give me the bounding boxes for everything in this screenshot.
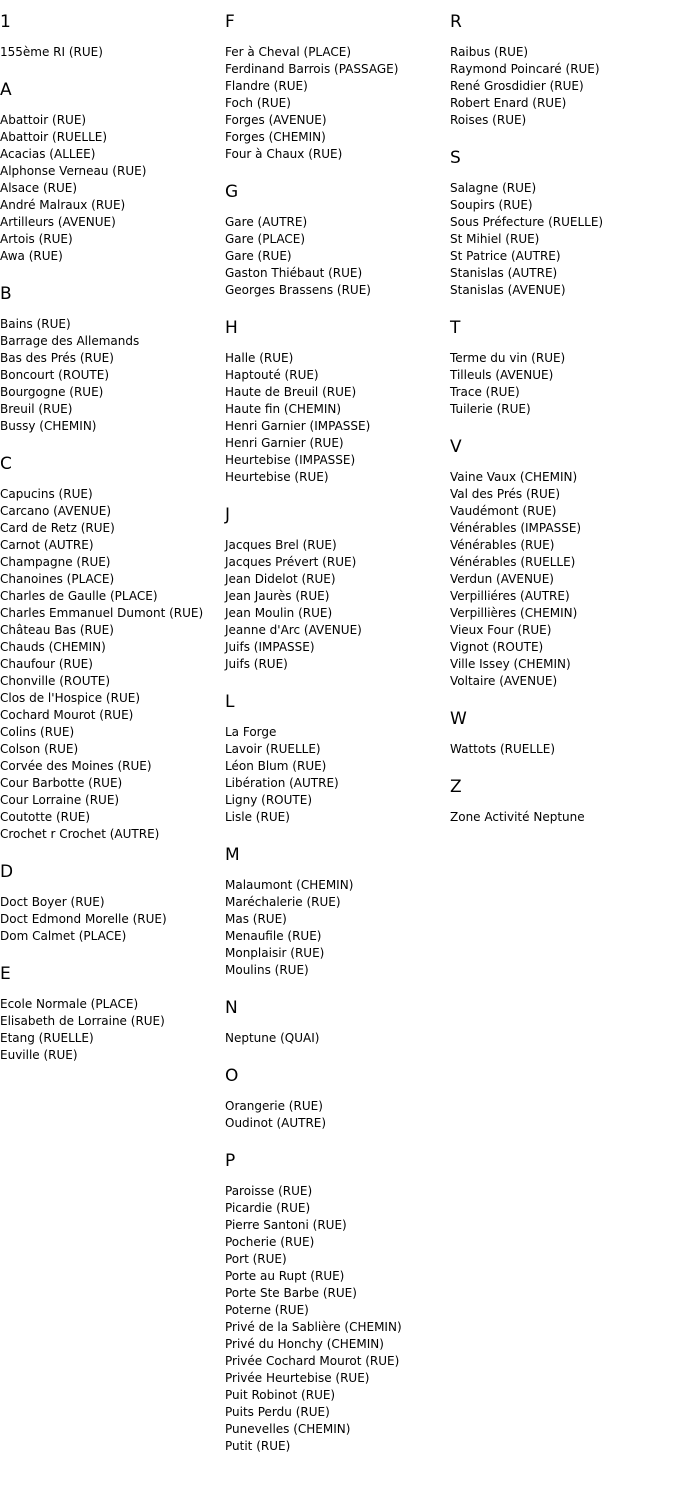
street-link[interactable]: Porte au Rupt (RUE)	[225, 1269, 345, 1283]
letter-heading: W	[450, 709, 467, 729]
street-link[interactable]: Jeanne d'Arc (AVENUE)	[225, 623, 362, 637]
street-link[interactable]: Val des Prés (RUE)	[450, 487, 561, 501]
letter-group-c	[0, 454, 225, 843]
street-link[interactable]: Dom Calmet (PLACE)	[0, 929, 127, 943]
street-list	[225, 1183, 450, 1455]
street-link[interactable]: Coutotte (RUE)	[0, 810, 91, 824]
street-link[interactable]: Vaine Vaux (CHEMIN)	[450, 470, 578, 484]
letter-heading: G	[225, 182, 239, 202]
street-list	[450, 469, 675, 690]
letter-heading: S	[450, 148, 461, 168]
letter-heading: O	[225, 1066, 239, 1086]
street-link[interactable]: Abattoir (RUE)	[0, 113, 87, 127]
street-link[interactable]: Stanislas (AUTRE)	[450, 266, 558, 280]
street-link[interactable]: Chauds (CHEMIN)	[0, 640, 106, 654]
street-link[interactable]: Bains (RUE)	[0, 317, 71, 331]
letter-heading: L	[225, 692, 235, 712]
street-link[interactable]: Ferdinand Barrois (PASSAGE)	[225, 62, 399, 76]
street-link[interactable]: Cochard Mourot (RUE)	[0, 708, 134, 722]
street-link[interactable]: Henri Garnier (RUE)	[225, 436, 344, 450]
street-link[interactable]: Charles de Gaulle (PLACE)	[0, 589, 158, 603]
street-link[interactable]: Trace (RUE)	[450, 385, 520, 399]
letter-heading: C	[0, 454, 12, 474]
street-link[interactable]: Bourgogne (RUE)	[0, 385, 104, 399]
street-link[interactable]: Heurtebise (RUE)	[225, 470, 329, 484]
letter-group-r	[450, 12, 675, 129]
street-link[interactable]: Vénérables (RUELLE)	[450, 555, 576, 569]
street-link[interactable]: Porte Ste Barbe (RUE)	[225, 1286, 357, 1300]
letter-heading: Z	[450, 777, 462, 797]
street-link[interactable]: Gaston Thiébaut (RUE)	[225, 266, 363, 280]
street-link[interactable]: Maréchalerie (RUE)	[225, 895, 341, 909]
street-link[interactable]: André Malraux (RUE)	[0, 198, 126, 212]
street-list	[225, 44, 450, 163]
letter-group-m	[225, 845, 450, 979]
letter-group-w	[450, 709, 675, 758]
street-link[interactable]: Puit Robinot (RUE)	[225, 1388, 336, 1402]
letter-heading: 1	[0, 12, 11, 32]
street-link[interactable]: Port (RUE)	[225, 1252, 287, 1266]
street-list	[450, 44, 675, 129]
letter-group-o	[225, 1066, 450, 1132]
street-list	[0, 894, 225, 945]
street-link[interactable]: Colson (RUE)	[0, 742, 79, 756]
street-link[interactable]: Privé du Honchy (CHEMIN)	[225, 1337, 384, 1351]
street-list	[225, 537, 450, 673]
street-link[interactable]: Raymond Poincaré (RUE)	[450, 62, 600, 76]
street-link[interactable]: Euville (RUE)	[0, 1048, 78, 1062]
street-link[interactable]: La Forge	[225, 725, 277, 739]
street-list	[225, 724, 450, 826]
letter-group-h	[225, 318, 450, 486]
letter-heading: H	[225, 318, 238, 338]
street-link[interactable]: Clos de l'Hospice (RUE)	[0, 691, 140, 705]
street-link[interactable]: Awa (RUE)	[0, 249, 63, 263]
street-link[interactable]: Château Bas (RUE)	[0, 623, 114, 637]
street-link[interactable]: Jean Jaurès (RUE)	[225, 589, 330, 603]
street-list	[450, 741, 675, 758]
street-link[interactable]: Alsace (RUE)	[0, 181, 78, 195]
street-link[interactable]: Boncourt (ROUTE)	[0, 368, 110, 382]
street-index-column-3	[450, 0, 675, 845]
street-link[interactable]: Gare (PLACE)	[225, 232, 306, 246]
letter-heading: D	[0, 862, 14, 882]
street-link[interactable]: Puits Perdu (RUE)	[225, 1405, 330, 1419]
street-link[interactable]: Vieux Four (RUE)	[450, 623, 552, 637]
street-link[interactable]: Lavoir (RUELLE)	[225, 742, 321, 756]
street-link[interactable]: Haute fin (CHEMIN)	[225, 402, 342, 416]
street-link[interactable]: Forges (CHEMIN)	[225, 130, 326, 144]
street-link[interactable]: Verpilliéres (AUTRE)	[450, 589, 570, 603]
street-link[interactable]: Corvée des Moines (RUE)	[0, 759, 152, 773]
street-link[interactable]: Gare (RUE)	[225, 249, 292, 263]
street-link[interactable]: Breuil (RUE)	[0, 402, 73, 416]
street-link[interactable]: Cour Barbotte (RUE)	[0, 776, 123, 790]
street-link[interactable]: Ville Issey (CHEMIN)	[450, 657, 571, 671]
street-list	[0, 996, 225, 1064]
street-list	[0, 486, 225, 843]
street-link[interactable]: Jacques Brel (RUE)	[225, 538, 337, 552]
street-link[interactable]: Raibus (RUE)	[450, 45, 529, 59]
letter-heading: F	[225, 12, 235, 32]
street-link[interactable]: Verpillières (CHEMIN)	[450, 606, 578, 620]
letter-group-l	[225, 692, 450, 826]
street-list	[450, 180, 675, 299]
street-link[interactable]: Vénérables (IMPASSE)	[450, 521, 582, 535]
street-link[interactable]: Gare (AUTRE)	[225, 215, 308, 229]
street-list	[225, 350, 450, 486]
street-link[interactable]: Jacques Prévert (RUE)	[225, 555, 357, 569]
street-list	[0, 316, 225, 435]
street-link[interactable]: Menaufile (RUE)	[225, 929, 322, 943]
street-link[interactable]: Flandre (RUE)	[225, 79, 308, 93]
street-link[interactable]: Mas (RUE)	[225, 912, 287, 926]
street-link[interactable]: Vignot (ROUTE)	[450, 640, 544, 654]
street-list	[0, 44, 225, 61]
street-list	[450, 809, 675, 826]
street-link[interactable]: Punevelles (CHEMIN)	[225, 1422, 351, 1436]
street-index-column-1	[0, 0, 225, 1083]
street-link[interactable]: Privée Cochard Mourot (RUE)	[225, 1354, 400, 1368]
street-link[interactable]: Soupirs (RUE)	[450, 198, 533, 212]
street-link[interactable]: Verdun (AVENUE)	[450, 572, 554, 586]
street-link[interactable]: Voltaire (AVENUE)	[450, 674, 558, 688]
street-link[interactable]: Artilleurs (AVENUE)	[0, 215, 116, 229]
street-link[interactable]: Tilleuls (AVENUE)	[450, 368, 554, 382]
street-link[interactable]: Carnot (AUTRE)	[0, 538, 94, 552]
street-link[interactable]: René Grosdidier (RUE)	[450, 79, 584, 93]
street-link[interactable]: Lisle (RUE)	[225, 810, 290, 824]
street-link[interactable]: Cour Lorraine (RUE)	[0, 793, 120, 807]
street-link[interactable]: Vaudémont (RUE)	[450, 504, 557, 518]
street-link[interactable]: Henri Garnier (IMPASSE)	[225, 419, 371, 433]
street-link[interactable]: Ligny (ROUTE)	[225, 793, 312, 807]
street-link[interactable]: Haute de Breuil (RUE)	[225, 385, 357, 399]
street-link[interactable]: Chonville (ROUTE)	[0, 674, 111, 688]
letter-group-g	[225, 182, 450, 299]
letter-group-j	[225, 505, 450, 673]
street-link[interactable]: Monplaisir (RUE)	[225, 946, 325, 960]
street-list	[225, 1098, 450, 1132]
street-link[interactable]: Tuilerie (RUE)	[450, 402, 531, 416]
street-link[interactable]: Alphonse Verneau (RUE)	[0, 164, 147, 178]
letter-group-a	[0, 80, 225, 265]
street-link[interactable]: Charles Emmanuel Dumont (RUE)	[0, 606, 204, 620]
letter-heading: B	[0, 284, 12, 304]
letter-group-p	[225, 1151, 450, 1455]
street-link[interactable]: Bas des Prés (RUE)	[0, 351, 114, 365]
letter-group-f	[225, 12, 450, 163]
street-list	[450, 350, 675, 418]
letter-group-n	[225, 998, 450, 1047]
street-link[interactable]: Barrage des Allemands	[0, 334, 140, 348]
street-link[interactable]: Ecole Normale (PLACE)	[0, 997, 139, 1011]
street-link[interactable]: Wattots (RUELLE)	[450, 742, 555, 756]
street-link[interactable]: Roises (RUE)	[450, 113, 527, 127]
street-link[interactable]: Jean Didelot (RUE)	[225, 572, 336, 586]
street-link[interactable]: Privée Heurtebise (RUE)	[225, 1371, 370, 1385]
street-link[interactable]: Robert Enard (RUE)	[450, 96, 567, 110]
letter-heading: A	[0, 80, 12, 100]
street-link[interactable]: Carcano (AVENUE)	[0, 504, 112, 518]
street-index-column-2	[225, 0, 450, 1474]
street-link[interactable]: Sous Préfecture (RUELLE)	[450, 215, 604, 229]
street-link[interactable]: Libération (AUTRE)	[225, 776, 339, 790]
street-link[interactable]: Neptune (QUAI)	[225, 1031, 320, 1045]
letter-group-z	[450, 777, 675, 826]
street-link[interactable]: Crochet r Crochet (AUTRE)	[0, 827, 160, 841]
street-link[interactable]: Pocherie (RUE)	[225, 1235, 315, 1249]
letter-group-v	[450, 437, 675, 690]
letter-heading: R	[450, 12, 462, 32]
street-link[interactable]: Acacias (ALLEE)	[0, 147, 96, 161]
street-link[interactable]: Privé de la Sablière (CHEMIN)	[225, 1320, 402, 1334]
letter-heading: V	[450, 437, 462, 457]
street-link[interactable]: Poterne (RUE)	[225, 1303, 309, 1317]
street-link[interactable]: Bussy (CHEMIN)	[0, 419, 97, 433]
street-link[interactable]: Etang (RUELLE)	[0, 1031, 94, 1045]
street-link[interactable]: Doct Edmond Morelle (RUE)	[0, 912, 167, 926]
street-link[interactable]: Georges Brassens (RUE)	[225, 283, 371, 297]
street-link[interactable]: Pierre Santoni (RUE)	[225, 1218, 347, 1232]
letter-group-s	[450, 148, 675, 299]
street-link[interactable]: Capucins (RUE)	[0, 487, 93, 501]
street-link[interactable]: Heurtebise (IMPASSE)	[225, 453, 356, 467]
letter-heading: J	[225, 505, 231, 525]
street-link[interactable]: Foch (RUE)	[225, 96, 291, 110]
street-list	[225, 214, 450, 299]
street-link[interactable]: Doct Boyer (RUE)	[0, 895, 105, 909]
street-link[interactable]: Chaufour (RUE)	[0, 657, 93, 671]
street-link[interactable]: Card de Retz (RUE)	[0, 521, 115, 535]
street-link[interactable]: Abattoir (RUELLE)	[0, 130, 108, 144]
letter-heading: P	[225, 1151, 236, 1171]
street-link[interactable]: Juifs (RUE)	[225, 657, 288, 671]
letter-group-t	[450, 318, 675, 418]
letter-heading: M	[225, 845, 240, 865]
street-link[interactable]: Zone Activité Neptune	[450, 810, 585, 824]
street-list	[225, 877, 450, 979]
street-link[interactable]: Champagne (RUE)	[0, 555, 111, 569]
street-link[interactable]: Forges (AVENUE)	[225, 113, 327, 127]
street-link[interactable]: St Patrice (AUTRE)	[450, 249, 561, 263]
street-link[interactable]: Artois (RUE)	[0, 232, 73, 246]
letter-group-d	[0, 862, 225, 945]
street-link[interactable]: Halle (RUE)	[225, 351, 294, 365]
street-link[interactable]: 155ème RI (RUE)	[0, 45, 103, 59]
street-link[interactable]: Vénérables (RUE)	[450, 538, 555, 552]
street-link[interactable]: Chanoines (PLACE)	[0, 572, 115, 586]
street-link[interactable]: Juifs (IMPASSE)	[225, 640, 315, 654]
street-link[interactable]: Oudinot (AUTRE)	[225, 1116, 327, 1130]
street-link[interactable]: St Mihiel (RUE)	[450, 232, 540, 246]
street-link[interactable]: Léon Blum (RUE)	[225, 759, 327, 773]
street-link[interactable]: Colins (RUE)	[0, 725, 75, 739]
street-link[interactable]: Picardie (RUE)	[225, 1201, 311, 1215]
street-list	[225, 1030, 450, 1047]
street-list	[0, 112, 225, 265]
letter-group-1	[0, 12, 225, 61]
street-link[interactable]: Haptouté (RUE)	[225, 368, 319, 382]
letter-group-b	[0, 284, 225, 435]
letter-group-e	[0, 964, 225, 1064]
street-link[interactable]: Moulins (RUE)	[225, 963, 309, 977]
street-link[interactable]: Putit (RUE)	[225, 1439, 291, 1453]
street-link[interactable]: Salagne (RUE)	[450, 181, 537, 195]
street-link[interactable]: Terme du vin (RUE)	[450, 351, 566, 365]
street-link[interactable]: Jean Moulin (RUE)	[225, 606, 333, 620]
street-link[interactable]: Malaumont (CHEMIN)	[225, 878, 354, 892]
letter-heading: N	[225, 998, 238, 1018]
letter-heading: T	[450, 318, 461, 338]
letter-heading: E	[0, 964, 11, 984]
street-link[interactable]: Four à Chaux (RUE)	[225, 147, 343, 161]
street-link[interactable]: Paroisse (RUE)	[225, 1184, 313, 1198]
street-link[interactable]: Elisabeth de Lorraine (RUE)	[0, 1014, 165, 1028]
street-link[interactable]: Stanislas (AVENUE)	[450, 283, 566, 297]
street-link[interactable]: Fer à Cheval (PLACE)	[225, 45, 352, 59]
street-link[interactable]: Orangerie (RUE)	[225, 1099, 323, 1113]
